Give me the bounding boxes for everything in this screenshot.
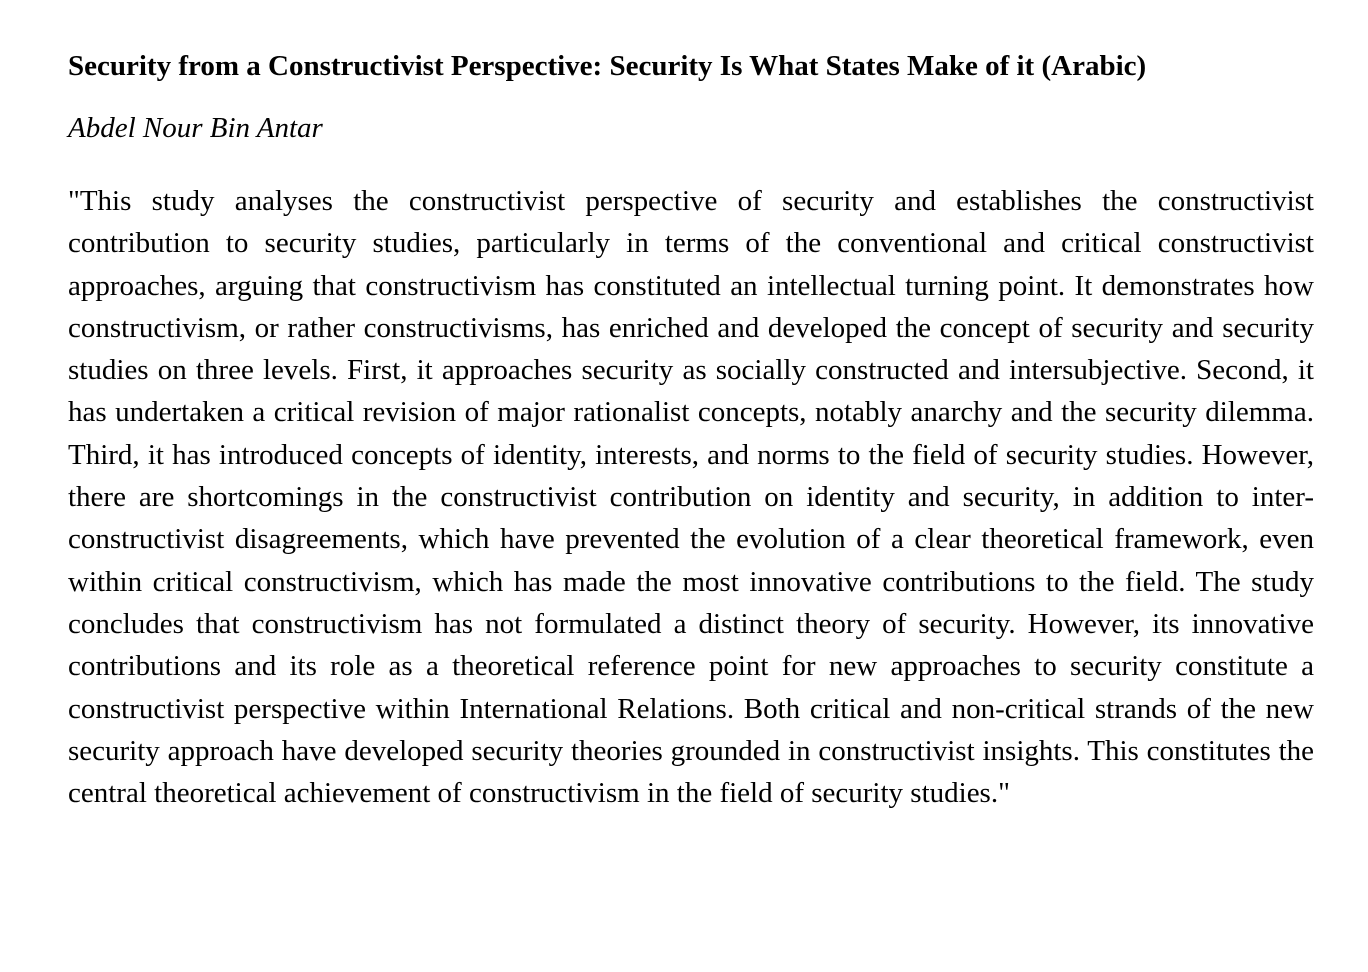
abstract-text: "This study analyses the constructivist perspective of security and establishes the constructivist contribution to security studies, particularly in terms of the conventional and critical constructivist approaches, arguing that constructivism has constituted an intellectual turning point. It demonstrates how constructivism, or rather constructivisms, has enriched and developed the concept of security and security studies on three levels. First, it approaches security as socially constructed and intersubjective. Second, it has undertaken a critical revision of major rationalist concepts, notably anarchy and the security dilemma. Third, it has introduced concepts of identity, interests, and norms to the field of security studies. However, there are shortcomings in the constructivist contribution on identity and security, in addition to inter-constructivist disagreements, which have prevented the evolution of a clear theoretical framework, even within critical constructivism, which has made the most innovative contributions to the field. The study concludes that constructivism has not formulated a distinct theory of security. However, its innovative contributions and its role as a theoretical reference point for new approaches to security constitute a constructivist perspective within International Relations. Both critical and non-critical strands of the new security approach have developed security theories grounded in constructivist insights. This constitutes the central theoretical achievement of constructivism in the field of security studies."	[68, 185, 1314, 810]
document-title: Security from a Constructivist Perspective: Security Is What States Make of it (Arabic)	[68, 50, 1147, 82]
author-name: Abdel Nour Bin Antar	[68, 112, 323, 144]
